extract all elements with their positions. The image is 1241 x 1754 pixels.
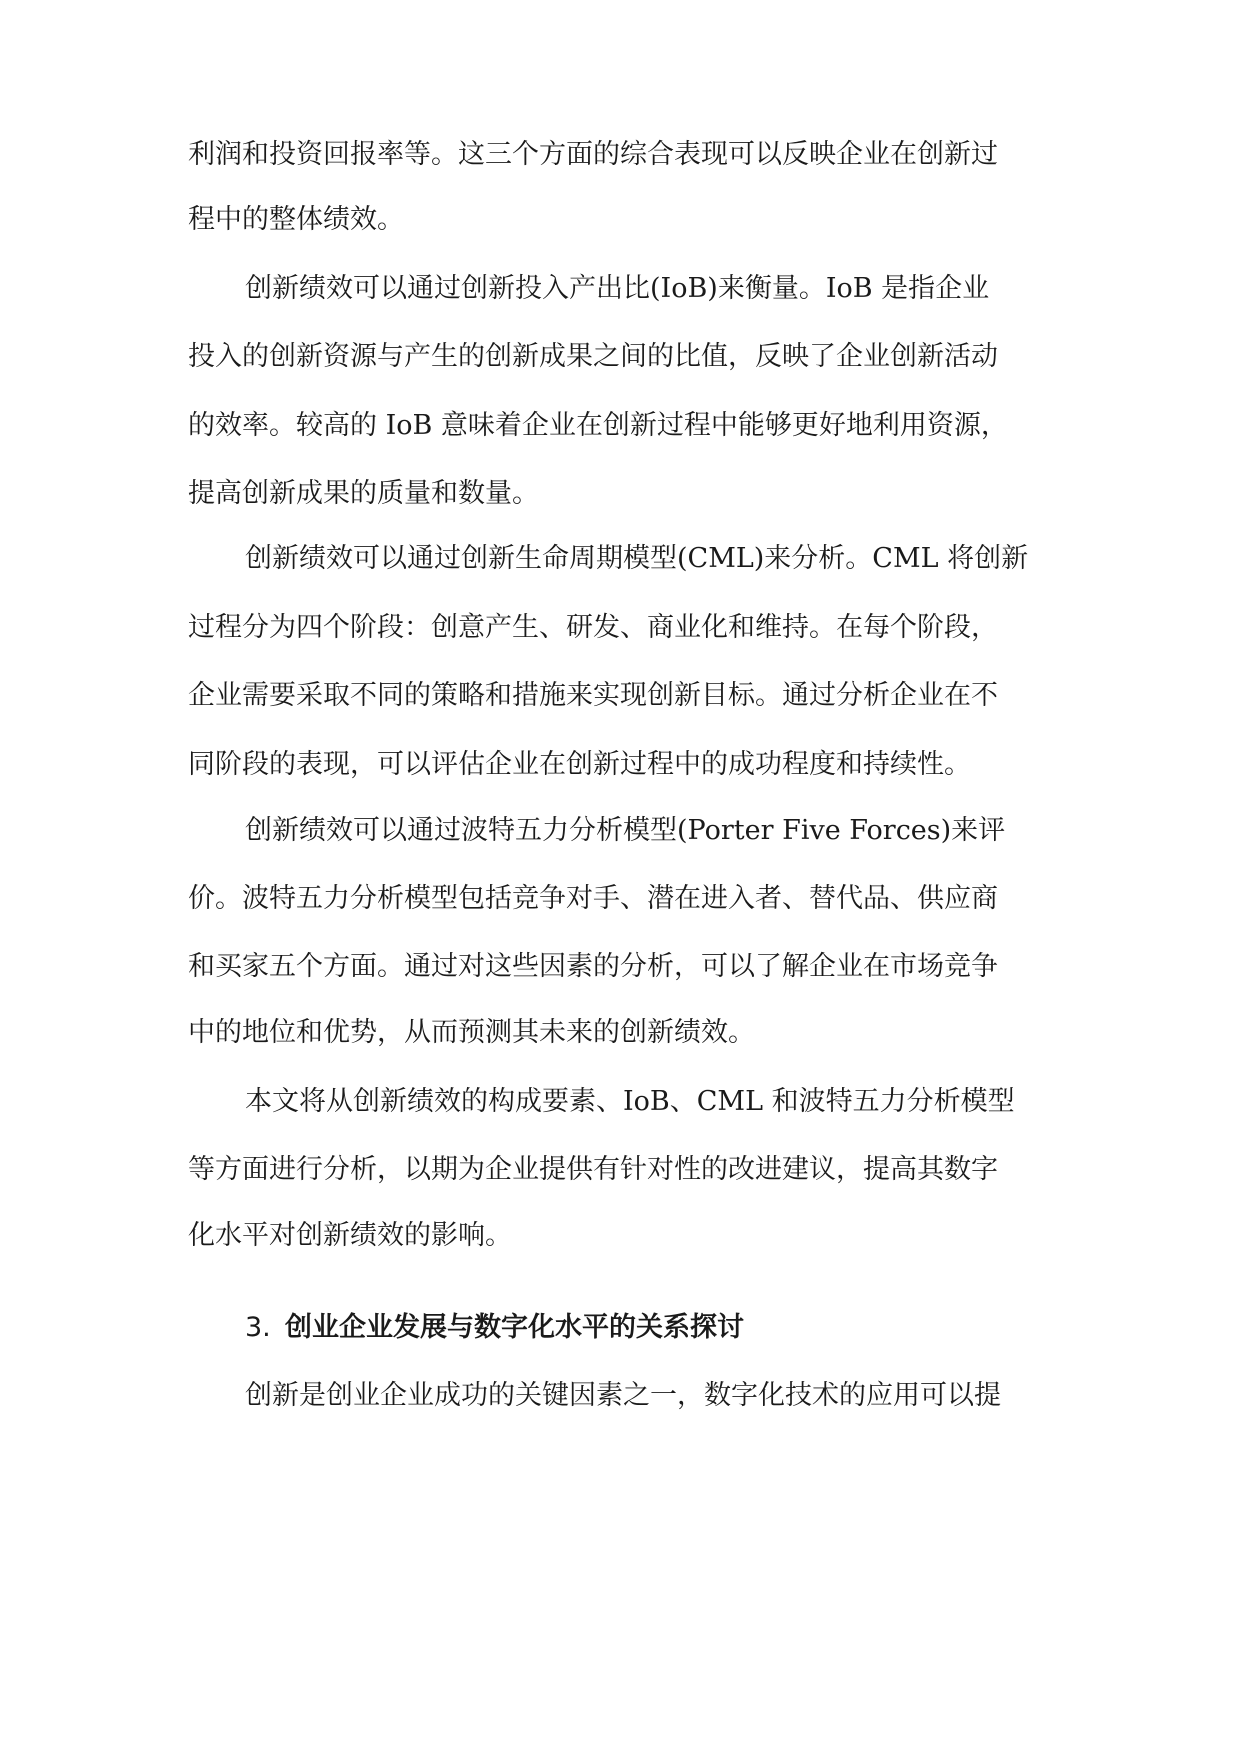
paragraph-line: 过程分为四个阶段：创意产生、研发、商业化和维持。在每个阶段，: [188, 612, 998, 643]
paragraph-line: 同阶段的表现，可以评估企业在创新过程中的成功程度和持续性。: [188, 749, 971, 780]
paragraph-line: 创新绩效可以通过波特五力分析模型(Porter Five Forces)来评: [245, 815, 1006, 846]
paragraph-line: 中的地位和优势，从而预测其未来的创新绩效。: [188, 1017, 755, 1048]
paragraph-line: 创新是创业企业成功的关键因素之一，数字化技术的应用可以提: [245, 1380, 1001, 1411]
paragraph-line: 创新绩效可以通过创新投入产出比(IoB)来衡量。IoB 是指企业: [245, 273, 990, 304]
paragraph-line: 创新绩效可以通过创新生命周期模型(CML)来分析。CML 将创新: [245, 543, 1029, 574]
section-title: 创业企业发展与数字化水平的关系探讨: [285, 1312, 744, 1343]
paragraph-line: 提高创新成果的质量和数量。: [188, 478, 539, 509]
paragraph-line: 投入的创新资源与产生的创新成果之间的比值，反映了企业创新活动: [188, 341, 998, 372]
paragraph-line: 的效率。较高的 IoB 意味着企业在创新过程中能够更好地利用资源，: [188, 410, 1008, 441]
section-number: 3.: [245, 1312, 271, 1343]
paragraph-line: 化水平对创新绩效的影响。: [188, 1220, 512, 1251]
paragraph-line: 等方面进行分析，以期为企业提供有针对性的改进建议，提高其数字: [188, 1154, 998, 1185]
paragraph-line: 本文将从创新绩效的构成要素、IoB、CML 和波特五力分析模型: [245, 1086, 1015, 1117]
paragraph-line: 和买家五个方面。通过对这些因素的分析，可以了解企业在市场竞争: [188, 951, 998, 982]
paragraph-line: 价。波特五力分析模型包括竞争对手、潜在进入者、替代品、供应商: [188, 883, 998, 914]
paragraph-line: 利润和投资回报率等。这三个方面的综合表现可以反映企业在创新过: [188, 139, 998, 170]
section-heading: [245, 1308, 1058, 1348]
paragraph-line: 程中的整体绩效。: [188, 204, 404, 235]
paragraph-line: 企业需要采取不同的策略和措施来实现创新目标。通过分析企业在不: [188, 680, 998, 711]
